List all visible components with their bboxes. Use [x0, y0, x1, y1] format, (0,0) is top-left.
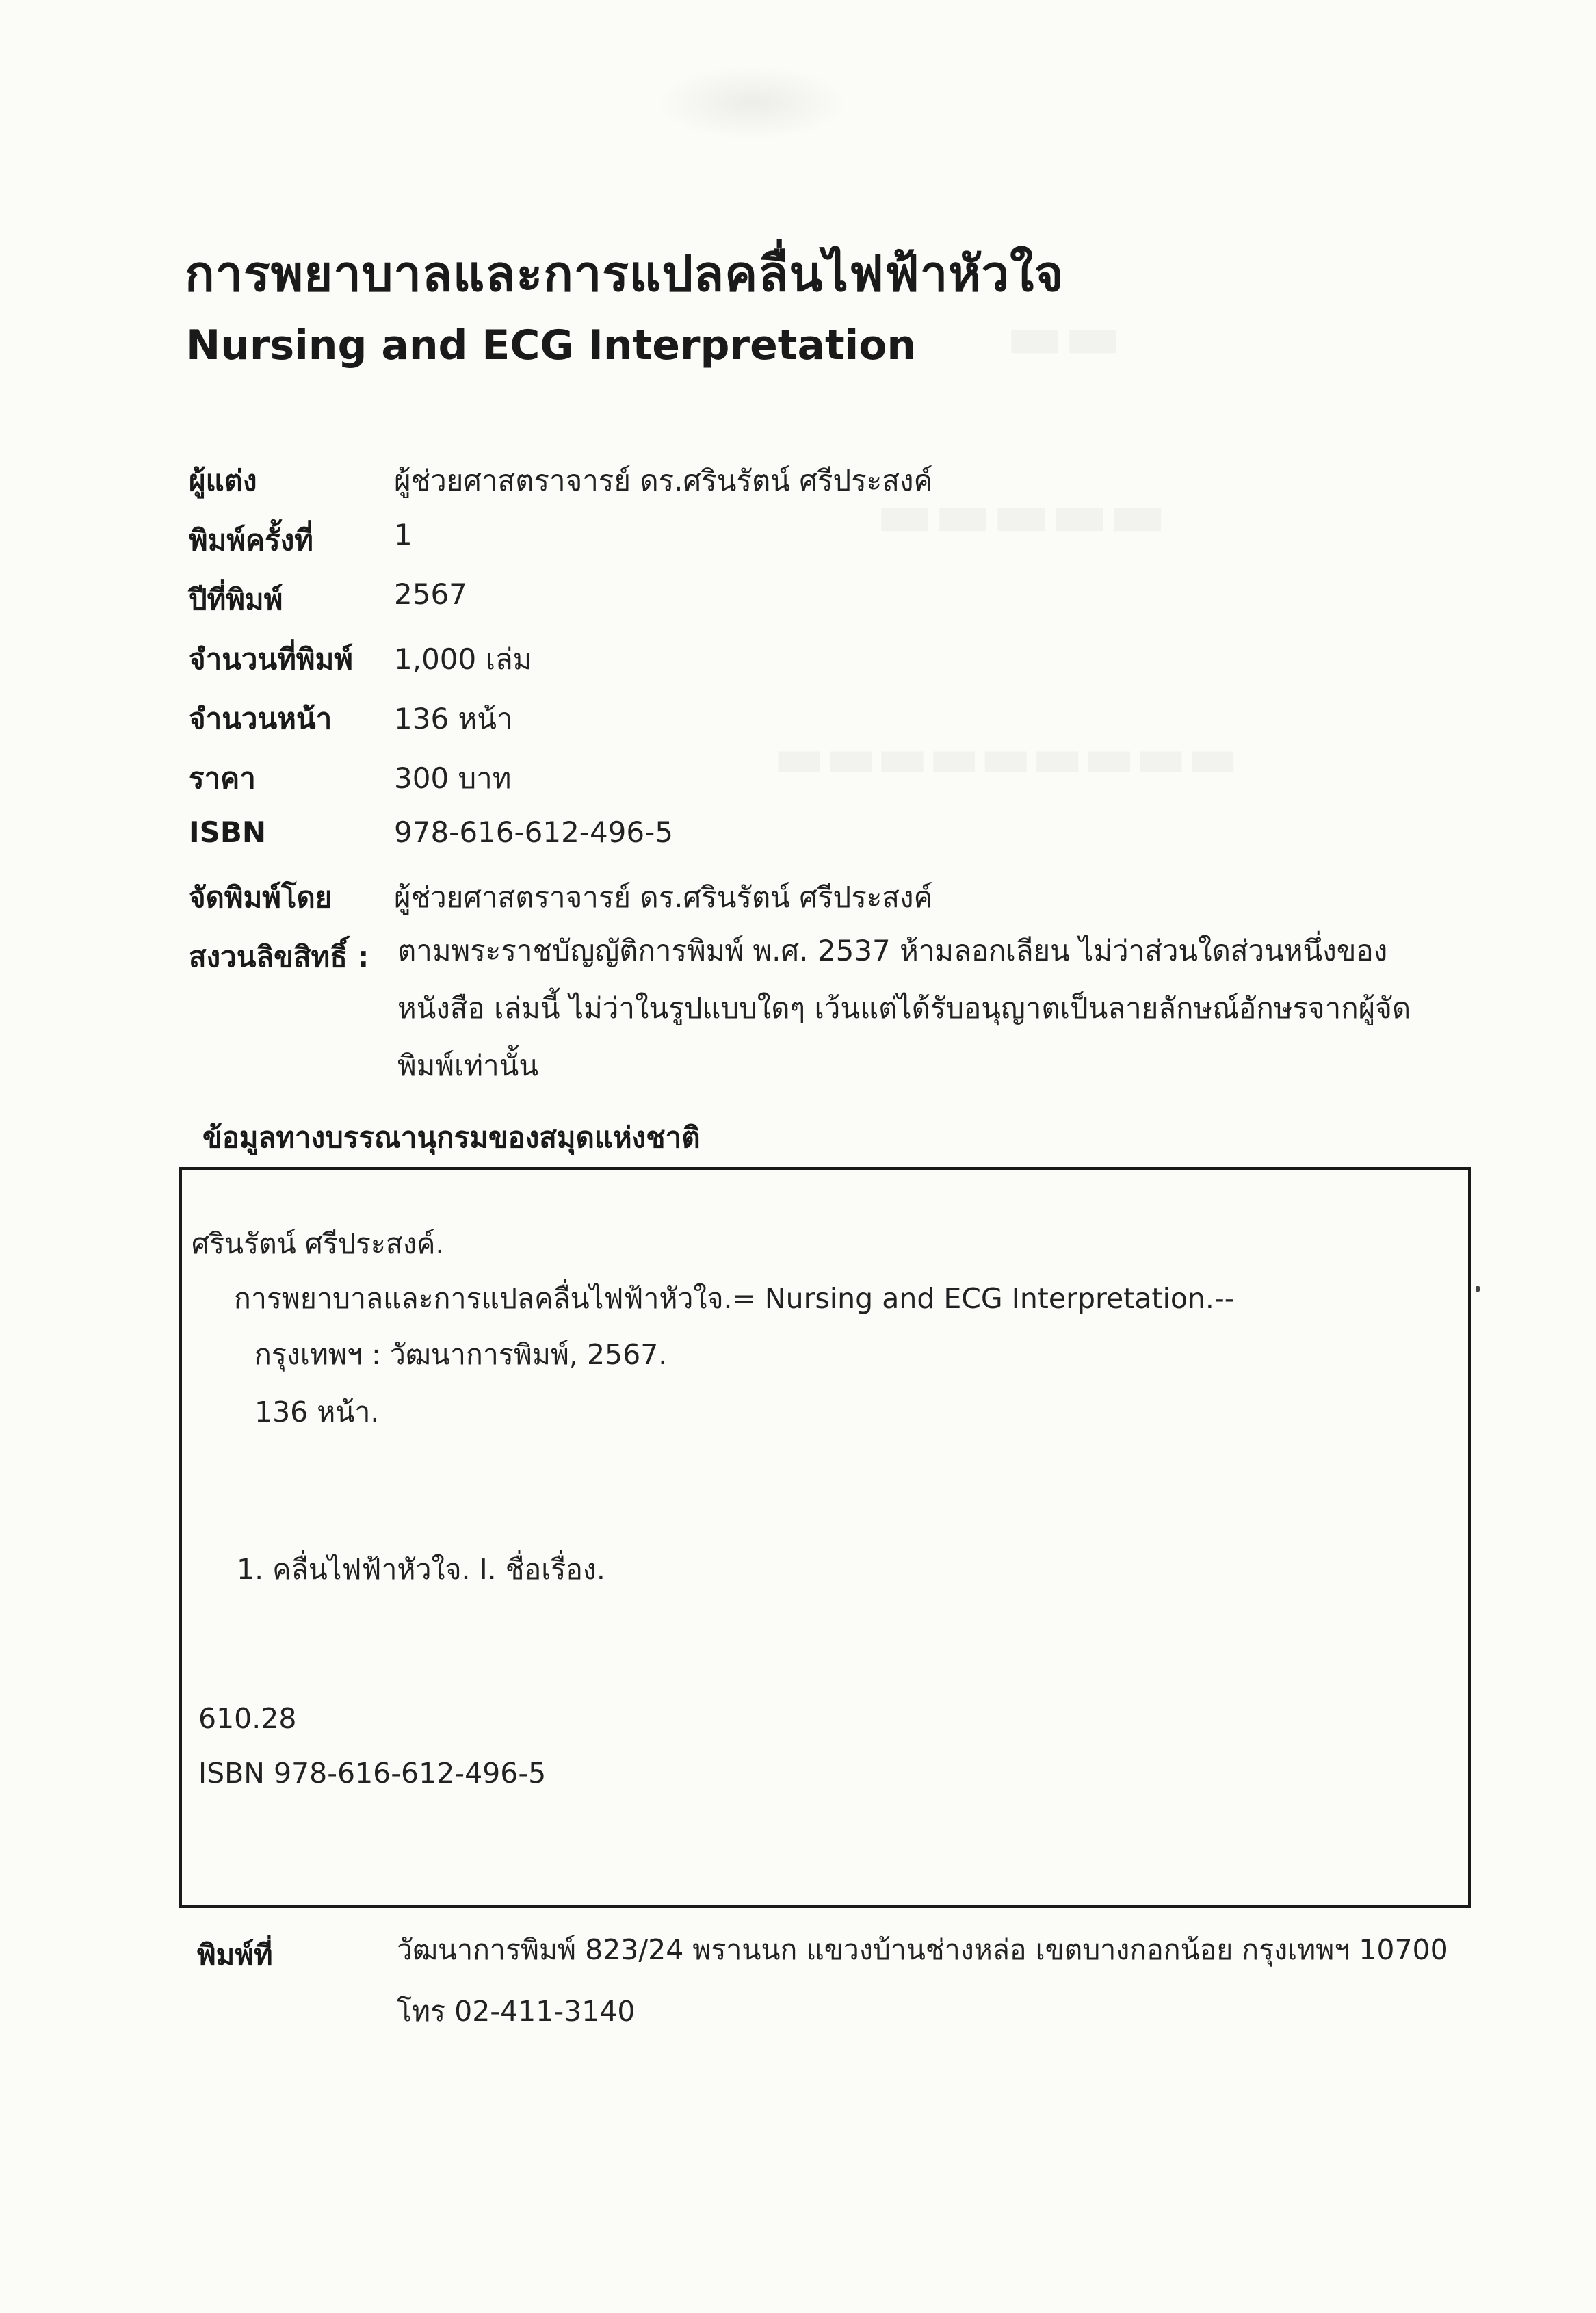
copyright-text: ตามพระราชบัญญัติการพิมพ์ พ.ศ. 2537 ห้ามลอกเลียน ไม่ว่าส่วนใดส่วนหนึ่งของหนังสือ เล่มนี้ ไม่ว่าในรูปแบบใดๆ เว้นแต่ได้รับอนุญาตเป็นลายลักษณ์อักษรจากผู้จัดพิมพ์เท่านั้น: [397, 934, 1411, 1082]
book-title-english: Nursing and ECG Interpretation: [186, 322, 917, 369]
cip-publication: กรุงเทพฯ : วัฒนาการพิมพ์, 2567.: [254, 1338, 668, 1371]
info-value: 1,000 เล่ม: [394, 642, 532, 676]
info-value: 2567: [394, 577, 467, 611]
info-value: ผู้ช่วยศาสตราจารย์ ดร.ศรินรัตน์ ศรีประสงค์: [394, 880, 933, 914]
info-label: จำนวนที่พิมพ์: [189, 642, 353, 676]
printer-phone: โทร 02-411-3140: [397, 1995, 636, 2028]
publication-info: [189, 458, 1454, 1095]
printer-address: วัฒนาการพิมพ์ 823/24 พรานนก แขวงบ้านช่างหล่อ เขตบางกอกน้อย กรุงเทพฯ 10700: [397, 1933, 1448, 1966]
cip-classification: 610.28: [198, 1702, 297, 1735]
info-value: 978-616-612-496-5: [394, 815, 674, 849]
info-row-print-run: [189, 637, 1454, 696]
info-value: 136 หน้า: [394, 702, 513, 735]
cip-author: ศรินรัตน์ ศรีประสงค์.: [192, 1227, 445, 1260]
cip-heading: ข้อมูลทางบรรณานุกรมของสมุดแห่งชาติ: [202, 1121, 701, 1154]
info-row-author: [189, 458, 1454, 518]
cip-subjects: 1. คลื่นไฟฟ้าหัวใจ. I. ชื่อเรื่อง.: [237, 1553, 605, 1586]
info-label: พิมพ์ครั้งที่: [189, 523, 313, 557]
info-value: 300 บาท: [394, 761, 512, 795]
printer-label: พิมพ์ที่: [197, 1938, 273, 1972]
info-label: ผู้แต่ง: [189, 464, 257, 497]
info-label: ปีที่พิมพ์: [189, 583, 283, 616]
info-value: 1: [394, 518, 413, 551]
info-value: ผู้ช่วยศาสตราจารย์ ดร.ศรินรัตน์ ศรีประสงค์: [394, 464, 933, 497]
info-row-copyright: [189, 935, 1454, 1095]
info-label: ISBN: [189, 815, 267, 849]
printer-details: [397, 1919, 1448, 2042]
info-row-year: [189, 577, 1454, 637]
info-label: ราคา: [189, 761, 256, 795]
info-row-price: [189, 756, 1454, 815]
copyright-label: สงวนลิขสิทธิ์ :: [189, 940, 369, 973]
info-row-edition: [189, 518, 1454, 577]
info-row-isbn: [189, 815, 1454, 875]
info-label: จำนวนหน้า: [189, 702, 332, 735]
scan-speck: [1476, 1286, 1480, 1292]
cip-title: การพยาบาลและการแปลคลื่นไฟฟ้าหัวใจ.= Nursing and ECG Interpretation.--: [234, 1282, 1235, 1315]
cip-pages: 136 หน้า.: [254, 1396, 380, 1428]
cip-data-box: [179, 1167, 1471, 1908]
scan-artifact: [657, 65, 848, 140]
info-label: จัดพิมพ์โดย: [189, 880, 332, 914]
info-row-pages: [189, 696, 1454, 756]
book-title-thai: การพยาบาลและการแปลคลื่นไฟฟ้าหัวใจ: [185, 245, 1064, 302]
cip-isbn: ISBN 978-616-612-496-5: [198, 1757, 547, 1790]
